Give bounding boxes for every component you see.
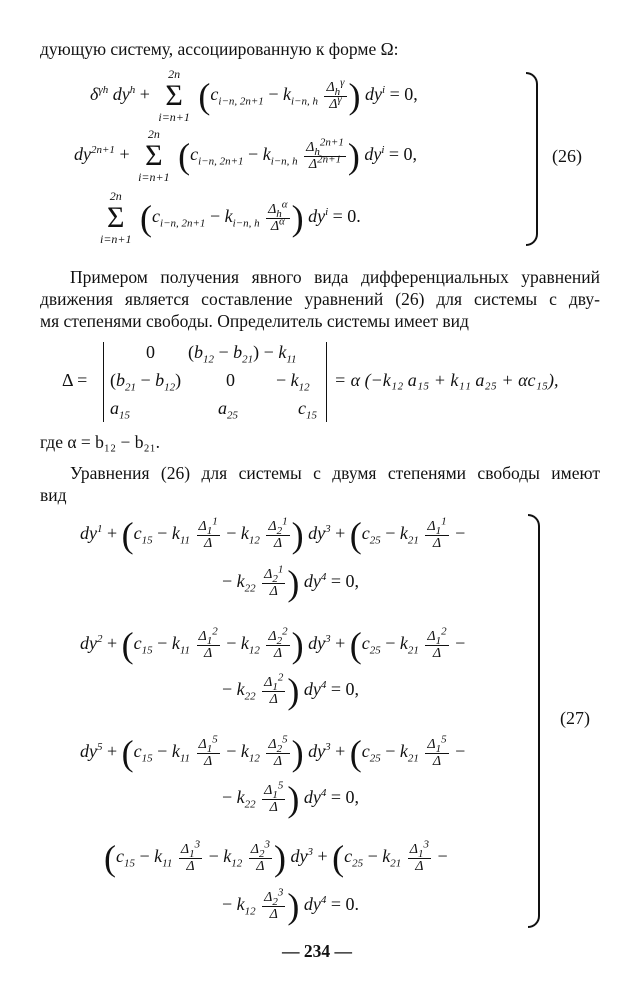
equation-27-row-2b: − $k_{22}$ $\frac{\Delta_1^2}{\Delta}$ ) $dy^4 = 0$, bbox=[222, 670, 360, 711]
det-cell-12: $(b_{12} - b_{21}) - k_{11}$ bbox=[188, 342, 297, 366]
equation-26-row-3: 2n Σ i=n+1 ($c_{i-n, 2n+1} - k_{i-n, h}$ $\frac{\Delta_h^\alpha}{\Delta^\alpha}$ ) $dy^i = 0$. bbox=[100, 189, 361, 246]
equation-27-number: (27) bbox=[560, 708, 590, 728]
paragraph-1-line-1: Примером получения явного вида дифференциальных уравнений bbox=[70, 267, 600, 287]
equation-26-row-2: $dy^{2n+1} + 2n$ Σ i=n+1 ($c_{i-n, 2n+1} - k_{i-n, h}$ $\frac{\Delta_h^{2n+1}}{\Delta^{2n+1}}$ ) $dy^i = 0$, bbox=[74, 127, 418, 184]
determinant-bar-left bbox=[103, 342, 104, 422]
equation-27-row-3b: − $k_{22}$ $\frac{\Delta_1^5}{\Delta}$ ) $dy^4 = 0$, bbox=[222, 778, 360, 819]
paragraph-1-line-2: движения является составление уравнений (26) для системы с дву- bbox=[40, 289, 600, 309]
paragraph-1-line-3: мя степенями свободы. Определитель системы имеет вид bbox=[40, 311, 469, 331]
determinant-result: = α (−k₁₂ a₁₅ + k₁₁ a₂₅ + αc₁₅), bbox=[334, 370, 559, 390]
det-cell-23: − $k_{12}$ bbox=[276, 370, 310, 394]
determinant-bar-right bbox=[326, 342, 327, 422]
equation-26-number: (26) bbox=[552, 146, 582, 166]
equation-27-row-3a: $dy^5 + (c_{15} - k_{11}$ $\frac{\Delta_1^5}{\Delta}$ − $k_{12}$ $\frac{\Delta_2^5}{\Delta}$ ) $dy^3 + (c_{25} - k_{21}$ $\frac{\Delta_1^5}{\Delta}$ − bbox=[80, 732, 466, 773]
paragraph-2-line-2: вид bbox=[40, 485, 67, 505]
equation-27-row-1a: $dy^1 + (c_{15} - k_{11}$ $\frac{\Delta_1^1}{\Delta}$ − $k_{12}$ $\frac{\Delta_2^1}{\Delta}$ ) $dy^3 + (c_{25} - k_{21}$ $\frac{\Delta_1^1}{\Delta}$ − bbox=[80, 514, 466, 555]
equation-26-row-1: $\delta^{\gamma h}$ $dy^h + 2n$ Σ i=n+1 ($c_{i-n, 2n+1} - k_{i-n, h}$ $\frac{\Delta_h^\gamma}{\Delta^\gamma}$ ) $dy^i = 0$, bbox=[90, 67, 418, 124]
where-line: где α = b₁₂ − b₂₁. bbox=[40, 432, 161, 452]
equation-27-row-4a: ($c_{15} - k_{11}$ $\frac{\Delta_1^3}{\Delta}$ − $k_{12}$ $\frac{\Delta_2^3}{\Delta}$ ) $dy^3 + (c_{25} - k_{21}$ $\frac{\Delta_1^3}{\Delta}$ − bbox=[104, 837, 448, 878]
det-cell-33: $c_{15}$ bbox=[298, 398, 317, 422]
equation-27-row-2a: $dy^2 + (c_{15} - k_{11}$ $\frac{\Delta_1^2}{\Delta}$ − $k_{12}$ $\frac{\Delta_2^2}{\Delta}$ ) $dy^3 + (c_{25} - k_{21}$ $\frac{\Delta_1^2}{\Delta}$ − bbox=[80, 624, 466, 665]
equation-27-brace bbox=[528, 514, 540, 928]
det-cell-11: 0 bbox=[146, 342, 155, 362]
equation-27-row-1b: − $k_{22}$ $\frac{\Delta_2^1}{\Delta}$ ) $dy^4 = 0$, bbox=[222, 562, 360, 603]
equation-26-brace bbox=[526, 72, 538, 246]
determinant-label: Δ = bbox=[62, 370, 88, 390]
paragraph-2-line-1: Уравнения (26) для системы с двумя степенями свободы имеют bbox=[70, 463, 600, 483]
det-cell-32: $a_{25}$ bbox=[218, 398, 238, 422]
equation-27-row-4b: − $k_{12}$ $\frac{\Delta_2^3}{\Delta}$ ) $dy^4 = 0$. bbox=[222, 885, 360, 926]
det-cell-22: 0 bbox=[226, 370, 235, 390]
page-number: — 234 — bbox=[282, 941, 352, 961]
intro-line: дующую систему, ассоциированную к форме Ω: bbox=[40, 39, 399, 59]
det-cell-31: $a_{15}$ bbox=[110, 398, 130, 422]
det-cell-21: $(b_{21} - b_{12})$ bbox=[110, 370, 182, 394]
